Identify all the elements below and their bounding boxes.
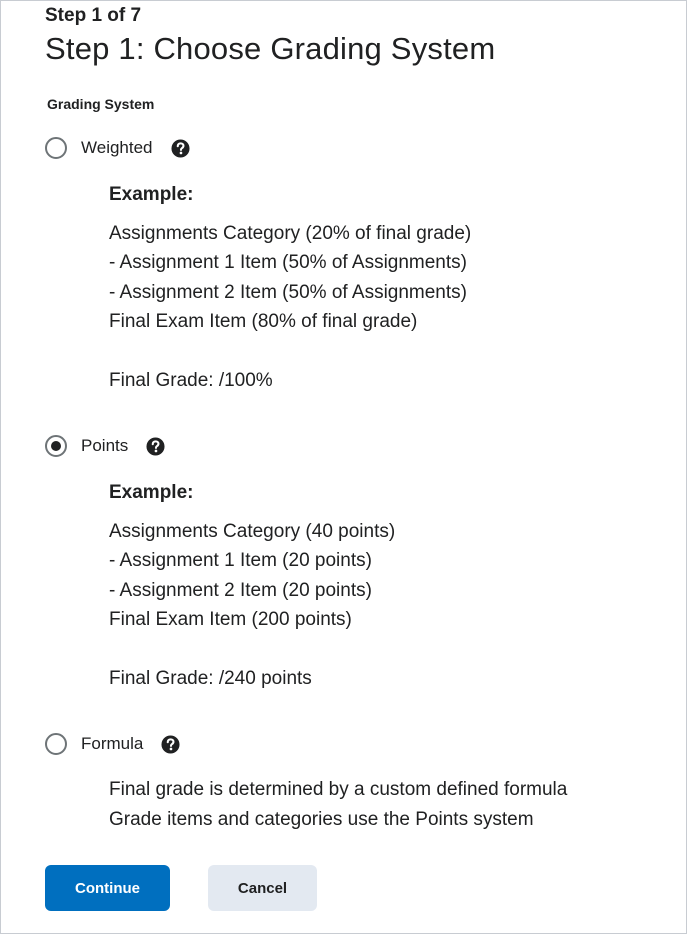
points-label: Points — [81, 436, 129, 455]
example-line: Final Exam Item (200 points) — [109, 609, 352, 630]
help-icon[interactable] — [146, 437, 165, 456]
example-line: - Assignment 2 Item (20 points) — [109, 579, 372, 601]
example-line: Assignments Category (40 points) — [109, 520, 396, 542]
formula-description — [109, 775, 567, 834]
step-indicator: Step 1 of 7 — [45, 5, 142, 26]
example-line: - Assignment 1 Item (20 points) — [109, 550, 372, 571]
weighted-example — [109, 180, 471, 396]
example-line: Assignments Category (20% of final grade) — [109, 222, 472, 244]
example-title: Example: — [109, 184, 194, 205]
points-radio[interactable] — [45, 435, 67, 457]
final-grade-line: Final Grade: /240 points — [109, 668, 312, 689]
example-title: Example: — [109, 482, 194, 503]
grading-system-label: Grading System — [47, 96, 155, 112]
example-line: - Assignment 2 Item (50% of Assignments) — [109, 281, 467, 303]
formula-label: Formula — [81, 734, 144, 753]
description-line: Final grade is determined by a custom defined formula — [109, 779, 568, 800]
example-line: - Assignment 1 Item (50% of Assignments) — [109, 252, 467, 273]
formula-option[interactable] — [45, 733, 180, 755]
cancel-button[interactable]: Cancel — [208, 865, 317, 911]
points-option[interactable] — [45, 435, 165, 457]
formula-radio[interactable] — [45, 733, 67, 755]
help-icon[interactable] — [161, 735, 180, 754]
description-line: Grade items and categories use the Points system — [109, 808, 534, 830]
continue-button[interactable]: Continue — [45, 865, 170, 911]
weighted-option[interactable] — [45, 137, 190, 159]
weighted-label: Weighted — [81, 138, 153, 157]
points-example — [109, 478, 395, 694]
weighted-radio[interactable] — [45, 137, 67, 159]
final-grade-line: Final Grade: /100% — [109, 370, 273, 391]
help-icon[interactable] — [171, 139, 190, 158]
example-line: Final Exam Item (80% of final grade) — [109, 311, 418, 332]
page-title: Step 1: Choose Grading System — [45, 31, 496, 66]
